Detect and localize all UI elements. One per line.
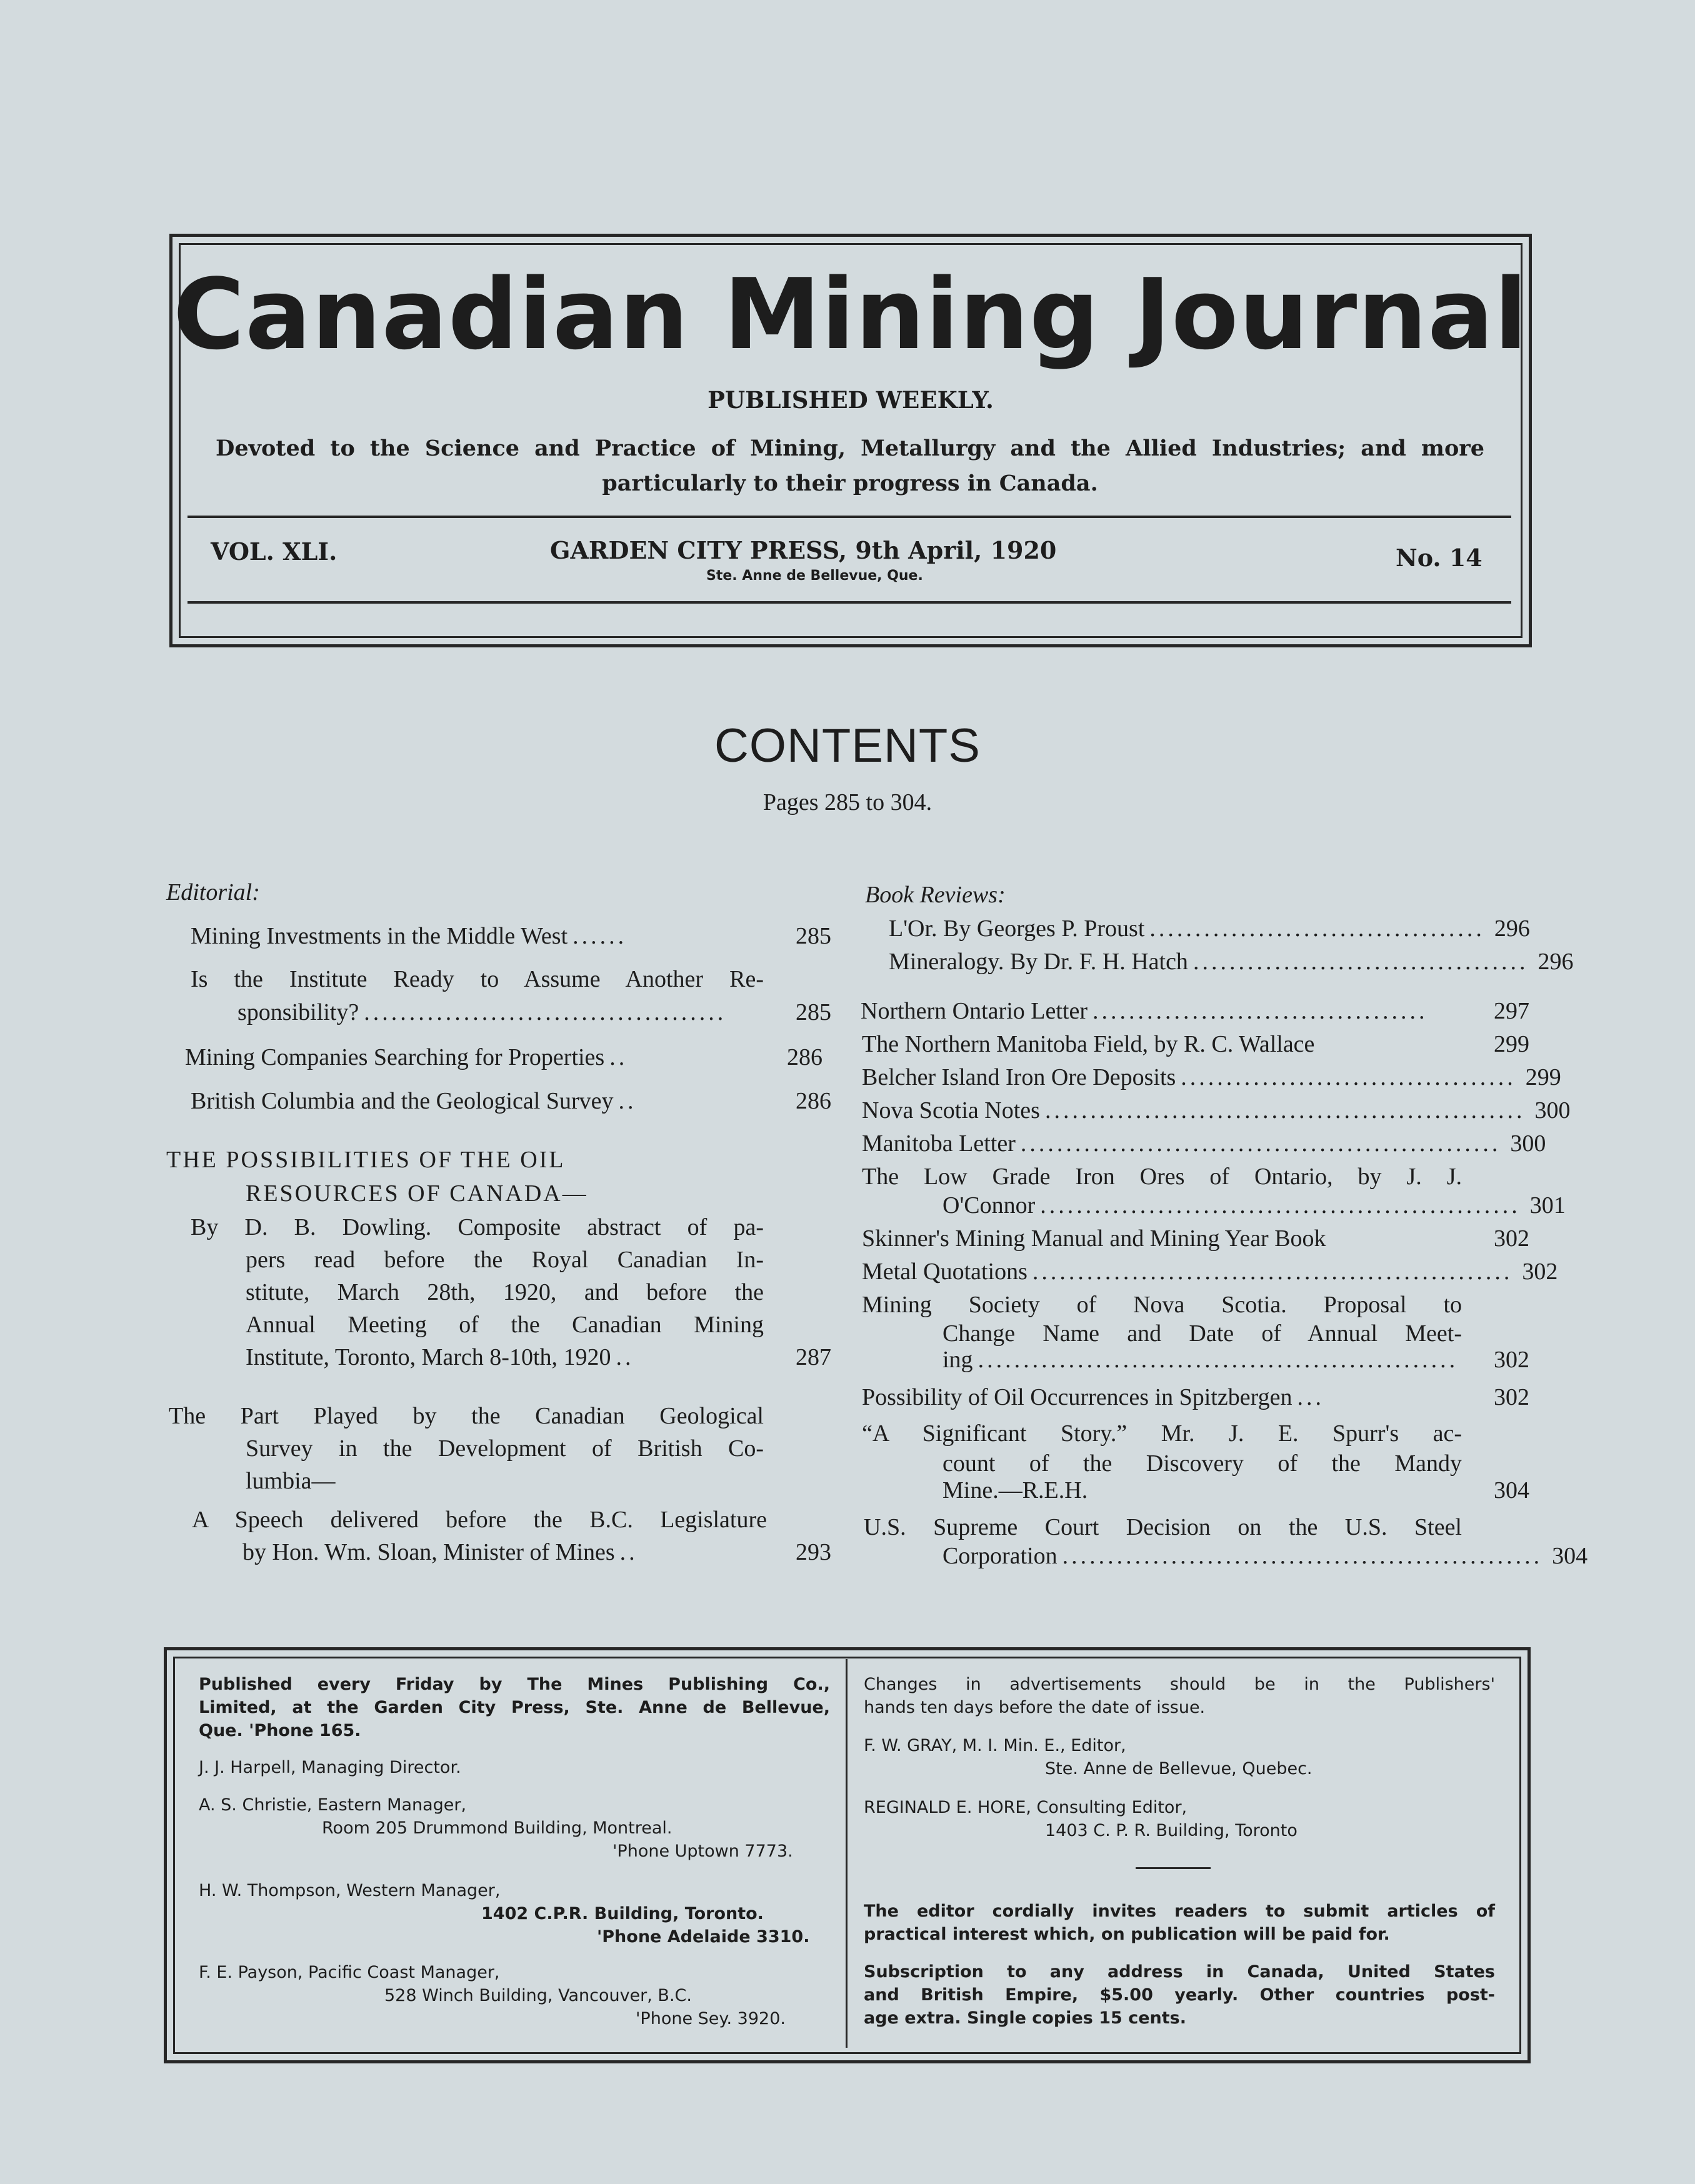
toc-entry[interactable]: Mining Investments in the Middle West ...... 285 [191, 923, 831, 949]
masthead-rule-bottom [188, 601, 1511, 604]
devoted-statement: Devoted to the Science and Practice of Mining, Metallurgy and the Allied Industries; and more particularly to their progress in Canada. [216, 436, 1484, 496]
toc-entry-line: Mining Society of Nova Scotia. Proposal to [862, 1292, 1462, 1318]
part-played-title-cont: lumbia— [246, 1468, 336, 1494]
toc-entry[interactable]: Corporation ..................................................... 304 [942, 1543, 1588, 1569]
volume-number: VOL. XLI. [211, 537, 338, 566]
masthead-rule-top [188, 516, 1511, 518]
oil-article-desc: pers read before the Royal Canadian In- [246, 1247, 764, 1273]
toc-entry[interactable]: Mining Companies Searching for Properties .. 286 [185, 1044, 822, 1070]
editorial-label: Editorial: [166, 879, 260, 905]
toc-entry[interactable]: British Columbia and the Geological Survey .. 286 [191, 1088, 831, 1114]
toc-entry[interactable]: Belcher Island Iron Ore Deposits ..................................... 299 [862, 1064, 1561, 1090]
toc-entry[interactable]: by Hon. Wm. Sloan, Minister of Mines .. 293 [242, 1539, 831, 1565]
toc-entry[interactable]: Manitoba Letter ..................................................... 300 [862, 1130, 1546, 1157]
toc-entry[interactable]: L'Or. By Georges P. Proust ..................................... 296 [889, 915, 1530, 942]
imprint-short-rule [1136, 1867, 1211, 1869]
book-reviews-label: Book Reviews: [865, 882, 1006, 908]
part-played-title: The Part Played by the Canadian Geological [169, 1403, 764, 1429]
toc-entry-line: “A Significant Story.” Mr. J. E. Spurr's ac- [862, 1420, 1462, 1447]
pages-range: Pages 285 to 304. [762, 789, 932, 815]
toc-entry-line: U.S. Supreme Court Decision on the U.S. Steel [864, 1514, 1462, 1540]
toc-entry[interactable]: The Northern Manitoba Field, by R. C. Wallace 299 [862, 1031, 1529, 1057]
toc-entry[interactable]: Mine.—R.E.H. 304 [942, 1477, 1529, 1503]
toc-entry[interactable]: Northern Ontario Letter ..................................... 297 [861, 998, 1529, 1024]
toc-entry[interactable]: Metal Quotations ..................................................... 302 [862, 1259, 1558, 1285]
journal-title: Canadian Mining Journal [172, 257, 1529, 371]
oil-article-desc: By D. B. Dowling. Composite abstract of pa- [191, 1214, 764, 1240]
toc-entry[interactable]: Skinner's Mining Manual and Mining Year Book 302 [862, 1225, 1529, 1252]
press-and-date: GARDEN CITY PRESS, 9th April, 1920 [550, 536, 1057, 564]
oil-article-title-cont: RESOURCES OF CANADA— [246, 1180, 588, 1207]
toc-entry-line: The Low Grade Iron Ores of Ontario, by J. J. [862, 1164, 1462, 1190]
toc-entry[interactable]: Possibility of Oil Occurrences in Spitzbergen ... 302 [862, 1384, 1529, 1410]
oil-article-title: THE POSSIBILITIES OF THE OIL [166, 1147, 566, 1173]
toc-entry-line: Is the Institute Ready to Assume Another Re- [191, 966, 764, 992]
imprint-divider [846, 1659, 848, 2048]
toc-entry[interactable]: Mineralogy. By Dr. F. H. Hatch ..................................... 296 [889, 949, 1574, 975]
oil-article-desc: Annual Meeting of the Canadian Mining [246, 1312, 764, 1338]
toc-entry[interactable]: sponsibility? ........................................ 285 [238, 999, 831, 1025]
contents-heading: CONTENTS [714, 719, 981, 772]
part-played-desc: A Speech delivered before the B.C. Legislature [192, 1507, 767, 1533]
published-weekly: PUBLISHED WEEKLY. [708, 386, 994, 414]
part-played-title-cont: Survey in the Development of British Co- [246, 1435, 764, 1462]
toc-entry-line: count of the Discovery of the Mandy [942, 1450, 1462, 1477]
toc-entry[interactable]: ing ..................................................... 302 [942, 1347, 1529, 1373]
toc-entry[interactable]: O'Connor ..................................................... 301 [942, 1192, 1566, 1219]
toc-entry-line: Change Name and Date of Annual Meet- [942, 1320, 1462, 1347]
press-location: Ste. Anne de Bellevue, Que. [706, 568, 923, 584]
issue-number: No. 14 [1396, 544, 1482, 572]
toc-entry[interactable]: Nova Scotia Notes ..................................................... 300 [862, 1097, 1571, 1124]
oil-article-desc: stitute, March 28th, 1920, and before the [246, 1279, 764, 1305]
toc-entry[interactable]: Institute, Toronto, March 8-10th, 1920 .. 287 [246, 1344, 831, 1370]
